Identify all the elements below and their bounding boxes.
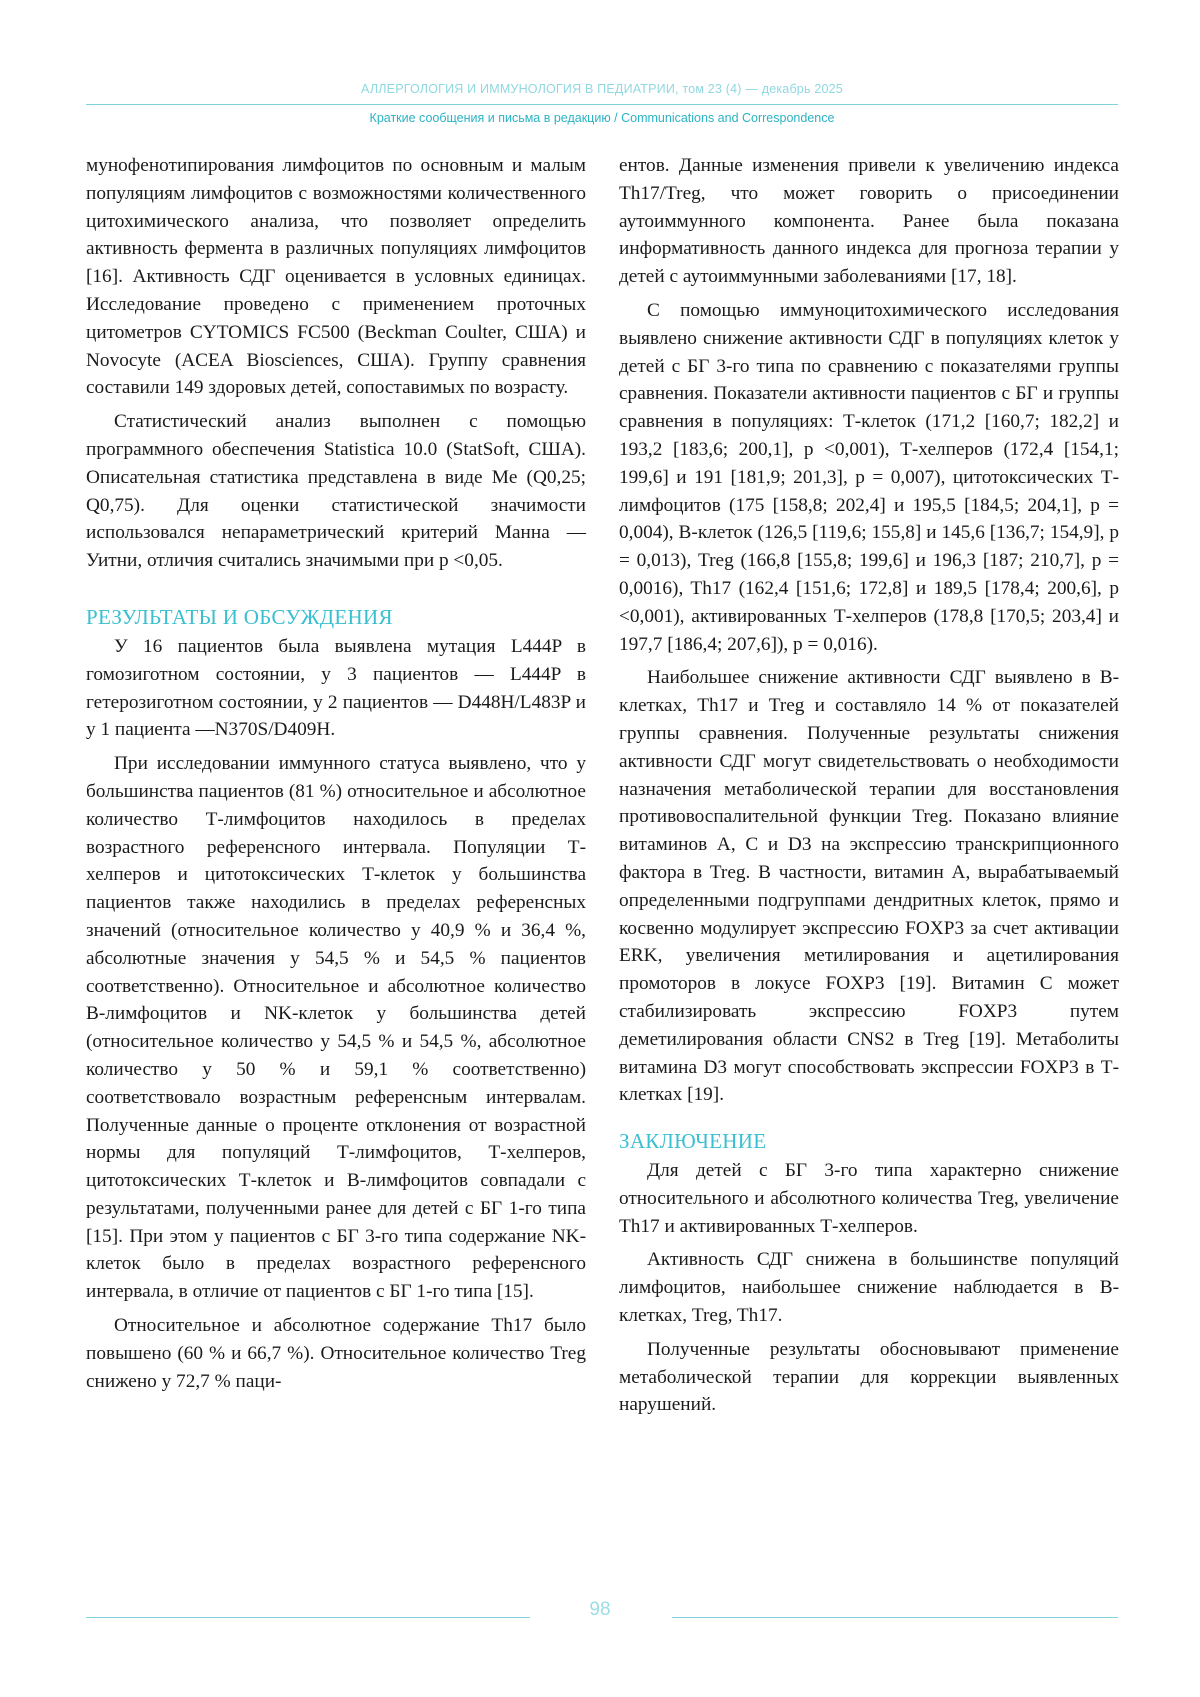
- mutations-paragraph: У 16 пациентов была выявлена мутация L444P в гомозиготном состоянии, у 3 пациентов — L444P в гетерозиготном состоянии, у 2 пациентов — D448H/L483P и у 1 пациента —N370S/D409H.: [86, 635, 586, 741]
- section-header: Краткие сообщения и письма в редакцию / Communications and Correspondence: [369, 111, 835, 125]
- right-column: [619, 152, 1119, 1425]
- conclusion-heading: ЗАКЛЮЧЕНИЕ: [619, 1129, 767, 1154]
- vitamins-paragraph: Наибольшее снижение активности СДГ выявлено в В-клетках, Th17 и Treg и составляло 14 % от показателей группы сравнения. Полученные результаты снижения активности СДГ могут свидетельствовать о необходимости назначения метаболической терапии для восстановления противовоспалительной функции Treg. Показано влияние витаминов A, C и D3 на экспрессию транскрипционного фактора в Treg. В частности, витамин A, вырабатываемый определенными подгруппами дендритных клеток, прямо и косвенно модулирует экспрессию FOXP3 за счет активации ERK, увеличения метилирования и ацетилирования промоторов в локусе FOXP3 [19]. Витамин C может стабилизировать экспрессию FOXP3 путем деметилирования области CNS2 в Treg [19]. Метаболиты витамина D3 могут способствовать экспрессии FOXP3 в Т-клетках [19].: [619, 667, 1119, 1106]
- journal-header: АЛЛЕРГОЛОГИЯ И ИММУНОЛОГИЯ В ПЕДИАТРИИ, том 23 (4) — декабрь 2025: [361, 82, 843, 96]
- index-paragraph: ентов. Данные изменения привели к увеличению индекса Th17/Treg, что может говорить о присоединении аутоиммунного компонента. Ранее была показана информативность данного индекса для прогноза терапии у детей с аутоиммунными заболеваниями [17, 18].: [619, 155, 1119, 288]
- conclusion-paragraph-3: Полученные результаты обосновывают применение метаболической терапии для коррекции выявленных нарушений.: [619, 1338, 1119, 1416]
- conclusion-paragraph-1: Для детей с БГ 3-го типа характерно снижение относительного и абсолютного количества Treg, увеличение Th17 и активированных Т-хелперов.: [619, 1160, 1119, 1237]
- left-column: [86, 152, 586, 1401]
- sdg-activity-paragraph: С помощью иммуноцитохимического исследования выявлено снижение активности СДГ в популяциях клеток у детей с БГ 3-го типа по сравнению с показателями группы сравнения. Показатели активности пациентов с БГ и группы сравнения в популяциях: Т-клеток (171,2 [160,7; 182,2] и 193,2 [183,6; 200,1], p <0,001), Т-хелперов (172,4 [154,1; 199,6] и 191 [181,9; 201,3], p = 0,007), цитотоксических Т-лимфоцитов (175 [158,8; 202,4] и 195,5 [184,5; 204,1], p = 0,004), В-клеток (126,5 [119,6; 155,8] и 145,6 [136,7; 154,9], p = 0,013), Treg (166,8 [155,8; 199,6] и 196,3 [187; 210,7], p = 0,0016), Th17 (162,4 [151,6; 172,8] и 189,5 [178,4; 200,6], p <0,001), активированных Т-хелперов (178,8 [170,5; 203,4] и 197,7 [186,4; 207,6]), p = 0,016).: [619, 299, 1119, 655]
- header-divider: [86, 104, 1118, 105]
- conclusion-paragraph-2: Активность СДГ снижена в большинстве популяций лимфоцитов, наибольшее снижение наблюдается в В-клетках, Treg, Th17.: [619, 1249, 1119, 1327]
- footer-divider-right: [672, 1617, 1118, 1618]
- immune-status-paragraph: При исследовании иммунного статуса выявлено, что у большинства пациентов (81 %) относительное и абсолютное количество Т-лимфоцитов находилось в пределах возрастного референсного интервала. Популяции Т-хелперов и цитотоксических Т-клеток у большинства пациентов также находились в пределах референсных значений (относительное количество у 40,9 % и 36,4 %, абсолютные значения у 54,5 % и 54,5 % пациентов соответственно). Относительное и абсолютное количество В-лимфоцитов и NK-клеток у большинства детей (относительное количество у 54,5 % и 54,5 %, абсолютное количество у 50 % и 59,1 % соответственно) соответствовало возрастным референсным интервалам. Полученные данные о проценте отклонения от возрастной нормы для популяций Т-лимфоцитов, Т-хелперов, цитотоксических Т-клеток и В-лимфоцитов совпадали с результатами, полученными ранее для детей с БГ 1-го типа [15]. При этом у пациентов с БГ 3-го типа содержание NK-клеток было в пределах возрастного референсного интервала, в отличие от пациентов с БГ 1-го типа [15].: [86, 753, 586, 1303]
- th17-treg-paragraph: Относительное и абсолютное содержание Th17 было повышено (60 % и 66,7 %). Относительное количество Treg снижено у 72,7 % паци-: [86, 1315, 586, 1392]
- page-number: 98: [589, 1599, 611, 1620]
- statistics-paragraph: Статистический анализ выполнен с помощью программного обеспечения Statistica 10.0 (StatSoft, США). Описательная статистика представлена в виде Me (Q0,25; Q0,75). Для оценки статистической значимости использовался непараметрический критерий Манна — Уитни, отличия считались значимыми при p <0,05.: [86, 411, 586, 572]
- results-heading: РЕЗУЛЬТАТЫ И ОБСУЖДЕНИЯ: [86, 604, 393, 629]
- methods-paragraph: мунофенотипирования лимфоцитов по основным и малым популяциям лимфоцитов с возможностями количественного цитохимического анализа, что позволяет определить активность фермента в различных популяциях лимфоцитов [16]. Активность СДГ оценивается в условных единицах. Исследование проведено с применением проточных цитометров CYTOMICS FC500 (Beckman Coulter, США) и Novocyte (ACEA Biosciences, США). Группу сравнения составили 149 здоровых детей, сопоставимых по возрасту.: [86, 155, 586, 399]
